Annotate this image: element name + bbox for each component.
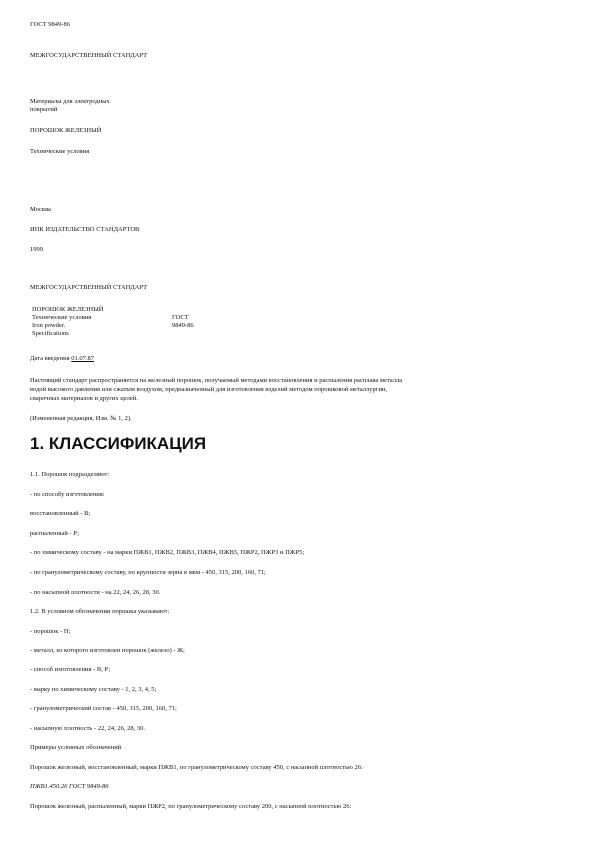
example-1-code: ПЖВ1.450.26 ГОСТ 9849-86 xyxy=(30,783,109,790)
list-item: - по химическому составу - на марки ПЖВ1, ПЖВ2, ПЖВ3, ПЖВ4, ПЖВ5, ПЖР2, ПЖР3 и ПЖР5; xyxy=(30,549,305,556)
doc-code: ГОСТ 9849-86 xyxy=(30,21,70,28)
list-item: - по способу изготовления: xyxy=(30,491,105,498)
gost-label: ГОСТ xyxy=(172,314,189,321)
title-en: Iron powder. xyxy=(32,322,66,329)
intro-date-label: Дата введения xyxy=(30,355,70,362)
title-ru: ПОРОШОК ЖЕЛЕЗНЫЙ xyxy=(32,306,104,313)
clause-1-2: 1.2. В условном обозначении порошка указывают: xyxy=(30,608,170,615)
intro-date xyxy=(30,355,94,363)
list-item: - способ изготовления - В, Р; xyxy=(30,666,111,673)
section-heading: 1. КЛАССИФИКАЦИЯ xyxy=(30,434,207,453)
title-table-row xyxy=(32,322,222,330)
list-item: - марку по химическому составу - 1, 2, 3, 4, 5; xyxy=(30,686,157,693)
list-item: - порошок - П; xyxy=(30,628,71,635)
title-table-row xyxy=(32,330,222,338)
revision-note: (Измененная редакция, Изм. № 1, 2). xyxy=(30,415,132,422)
list-item: распыленный - Р; xyxy=(30,530,79,537)
publisher: ИПК ИЗДАТЕЛЬСТВО СТАНДАРТОВ xyxy=(30,226,140,233)
scope-line-2: водой высокого давления или сжатым воздухом, предназначенный для изготовления изделий методом порошковой металлургии, xyxy=(30,386,388,393)
standard-type-2: МЕЖГОСУДАРСТВЕННЫЙ СТАНДАРТ xyxy=(30,284,148,291)
scope-line-1: Настоящий стандарт распространяется на железный порошок, получаемый методами восстановления и распыления расплава металла xyxy=(30,377,403,384)
subtitle-ru: Технические условия xyxy=(32,314,92,321)
title-table-row xyxy=(32,306,222,314)
scope-line-3: сварочных материалов и других целей. xyxy=(30,395,138,402)
doc-title: ПОРОШОК ЖЕЛЕЗНЫЙ xyxy=(30,127,102,134)
list-item: - насыпную плотность - 22, 24, 26, 28, 30. xyxy=(30,725,145,732)
gost-number: 9849-86 xyxy=(172,322,194,329)
title-table-row xyxy=(32,314,222,322)
list-item: - по насыпной плотности - на 22, 24, 26, 28, 30. xyxy=(30,589,161,596)
list-item: восстановленный - В; xyxy=(30,510,91,517)
list-item: - металл, из которого изготовлен порошок (железо) - Ж; xyxy=(30,647,185,654)
intro-date-value: 01.07.87 xyxy=(71,355,94,362)
example-1-text: Порошок железный, восстановленный, марки ПЖВ1, по гранулометрическому составу 450, с насыпной плотностью 26: xyxy=(30,764,363,771)
city: Москва xyxy=(30,206,51,213)
clause-1-1: 1.1. Порошок подразделяют: xyxy=(30,471,110,478)
list-item: - гранулометрический состав - 450, 315, 200, 160, 71; xyxy=(30,705,177,712)
doc-subtitle: Технические условия xyxy=(30,148,90,155)
subtitle-en: Specifications xyxy=(32,330,69,337)
category-line-2: покрытий xyxy=(30,106,58,113)
list-item: - по гранулометрическому составу, по крупности зерна в мкм - 450, 315, 200, 160, 71; xyxy=(30,569,266,576)
examples-heading: Примеры условных обозначений xyxy=(30,744,122,751)
title-table xyxy=(32,306,222,338)
year: 1999 xyxy=(30,246,43,253)
example-2-text: Порошок железный, распыленный, марки ПЖР2, по гранулометрическому составу 200, с насыпной плотностью 26: xyxy=(30,803,352,810)
category-line-1: Материалы для электродных xyxy=(30,98,110,105)
standard-type: МЕЖГОСУДАРСТВЕННЫЙ СТАНДАРТ xyxy=(30,52,148,59)
